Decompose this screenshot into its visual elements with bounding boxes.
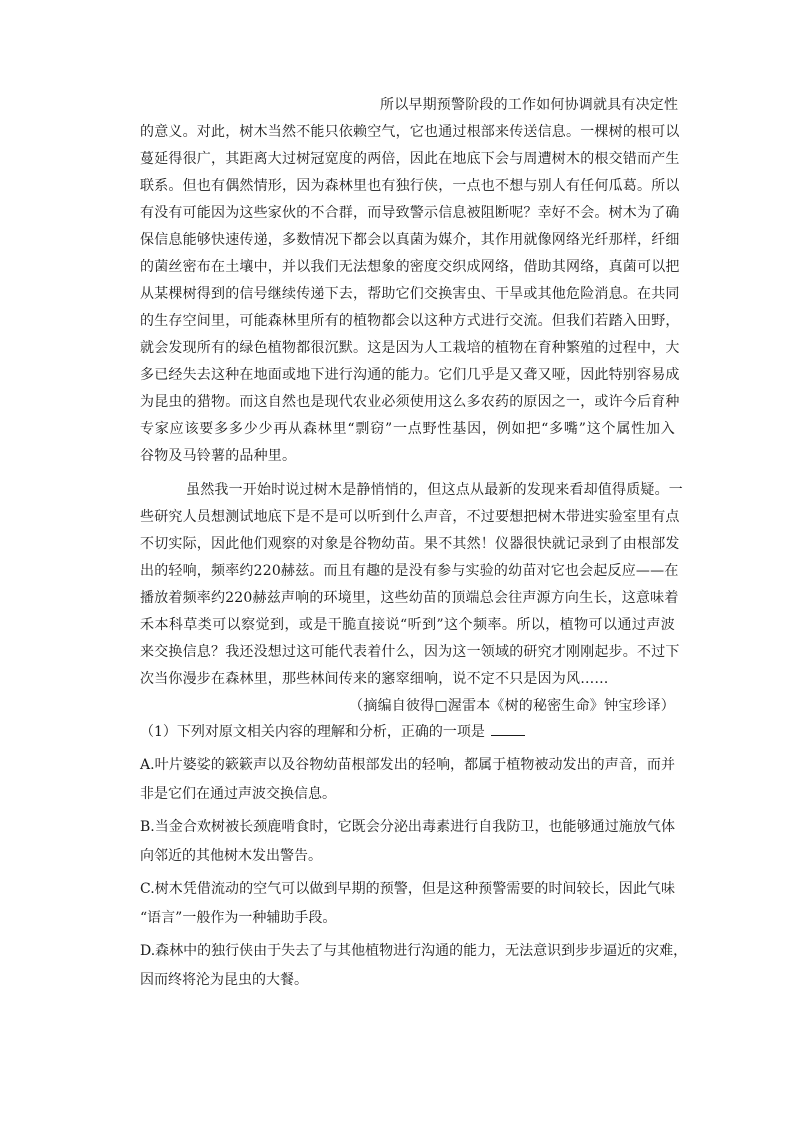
paragraph-line: 专家应该要多多少少再从森林里“剽窃”一点野性基因，例如把“多嘴”这个属性加入 [140,421,675,437]
paragraph-line: 所以早期预警阶段的工作如何协调就具有决定性 [380,97,679,113]
paragraph-2 [140,477,683,720]
question-stem: （1）下列对原文相关内容的理解和分析，正确的一项是 [140,718,675,747]
paragraph-line: 多已经失去这种在地面或地下进行沟通的能力。它们几乎是又聋又哑，因此特别容易成 [140,367,680,383]
option-b-cont: 向邻近的其他树木发出警告。 [140,848,322,864]
option-b[interactable]: B.当金合欢树被长颈鹿啃食时，它既会分泌出毒素进行自我防卫，也能够通过施放气体 [140,819,675,835]
paragraph-line: 为昆虫的猎物。而这自然也是现代农业必须使用这么多农药的原因之一，或许今后育种 [140,394,680,410]
paragraph-line: 就会发现所有的绿色植物都很沉默。这是因为人工栽培的植物在育种繁殖的过程中，大 [140,340,680,356]
paragraph-line: 禾本科草类可以察觉到，或是干脆直接说“听到”这个频率。所以，植物可以通过声波 [140,617,675,633]
paragraph-line: 的意义。对此，树木当然不能只依赖空气，它也通过根部来传送信息。一棵树的根可以 [140,124,680,140]
paragraph-line: 从某棵树得到的信号继续传递下去，帮助它们交换害虫、干旱或其他危险消息。在共同 [140,286,680,302]
paragraph-line: 保信息能够快速传递，多数情况下都会以真菌为媒介，其作用就像网络光纤那样，纤细 [140,232,680,248]
question-1 [140,718,688,995]
paragraph-line: 虽然我一开始时说过树木是静悄悄的，但这点从最新的发现来看却值得质疑。一 [186,482,683,498]
paragraph-line: 不切实际，因此他们观察的对象是谷物幼苗。果不其然！仪器很快就记录到了由根部发 [140,536,680,552]
paragraph-1 [140,92,680,470]
option-a-cont: 非是它们在通过声波交换信息。 [140,786,336,802]
paragraph-line: 联系。但也有偶然情形，因为森林里也有独行侠，一点也不想与别人有任何瓜葛。所以 [140,178,680,194]
paragraph-line: 的生存空间里，可能森林里所有的植物都会以这种方式进行交流。但我们若踏入田野， [140,313,680,329]
option-c-cont: “语言”一般作为一种辅助手段。 [140,910,337,926]
option-a[interactable]: A.叶片婆娑的簌簌声以及谷物幼苗根部发出的轻响，都属于植物被动发出的声音，而并 [140,757,675,773]
source-citation: （摘编自彼得□渥雷本《树的秘密生命》钟宝珍译） [349,698,675,714]
paragraph-line: 蔓延得很广，其距离大过树冠宽度的两倍，因此在地底下会与周遭树木的根交错而产生 [140,151,680,167]
option-d-cont: 因而终将沦为昆虫的大餐。 [140,972,308,988]
paragraph-line: 些研究人员想测试地底下是不是可以听到什么声音，不过要想把树木带进实验室里有点 [140,509,680,525]
paragraph-line: 来交换信息？我还没想过这可能代表着什么，因为这一领域的研究才刚刚起步。不过下 [140,644,680,660]
paragraph-line: 有没有可能因为这些家伙的不合群，而导致警示信息被阻断呢？幸好不会。树木为了确 [140,205,680,221]
paragraph-line: 的菌丝密布在土壤中，并以我们无法想象的密度交织成网络，借助其网络，真菌可以把 [140,259,680,275]
option-c[interactable]: C.树木凭借流动的空气可以做到早期的预警，但是这种预警需要的时间较长，因此气味 [140,881,675,897]
option-d[interactable]: D.森林中的独行侠由于失去了与其他植物进行沟通的能力，无法意识到步步逼近的灾难， [140,943,688,959]
paragraph-line: 次当你漫步在森林里，那些林间传来的窸窣细响，说不定不只是因为风…… [140,671,609,687]
answer-blank[interactable] [491,721,525,736]
paragraph-line: 播放着频率约220赫兹声响的环境里，这些幼苗的顶端总会往声源方向生长，这意味着 [140,590,679,606]
paragraph-line: 谷物及马铃薯的品种里。 [140,448,297,464]
paragraph-line: 出的轻响，频率约220赫兹。而且有趣的是没有参与实验的幼苗对它也会起反应——在 [140,563,679,579]
